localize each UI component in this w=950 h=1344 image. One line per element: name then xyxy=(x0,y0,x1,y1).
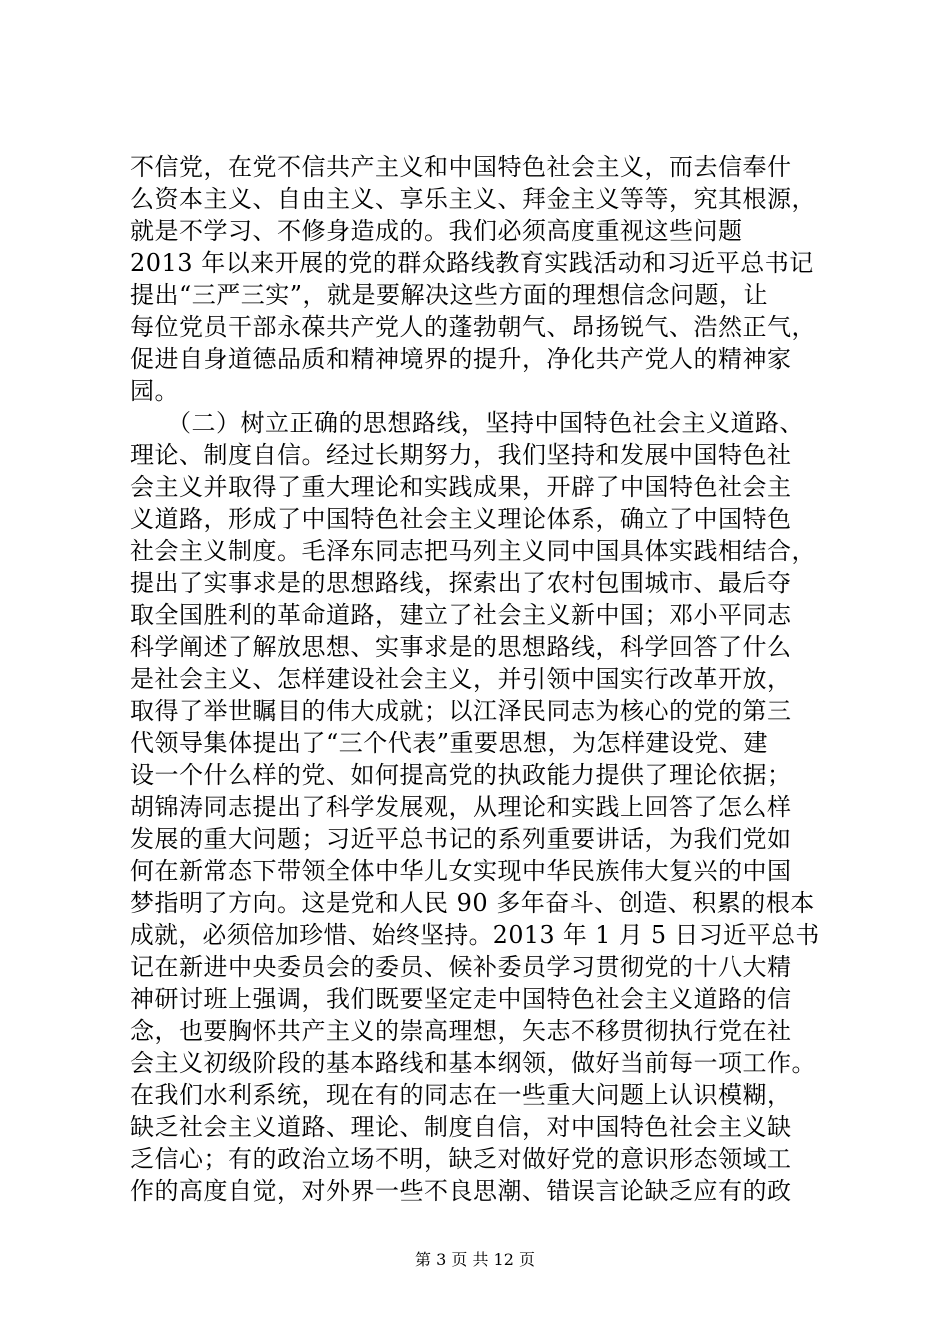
text-line: 会主义并取得了重大理论和实践成果，开辟了中国特色社会主 xyxy=(130,473,792,501)
text-line: 就是不学习、不修身造成的。我们必须高度重视这些问题 xyxy=(130,217,743,245)
text-line: 2013 年以来开展的党的群众路线教育实践活动和习近平总书记 xyxy=(130,249,814,277)
text-line: 是社会主义、怎样建设社会主义，并引领中国实行改革开放， xyxy=(130,665,792,693)
text-line: 义道路，形成了中国特色社会主义理论体系，确立了中国特色 xyxy=(130,505,792,533)
text-line: 科学阐述了解放思想、实事求是的思想路线，科学回答了什么 xyxy=(130,633,792,661)
text-line: 成就，必须倍加珍惜、始终坚持。2013 年 1 月 5 日习近平总书 xyxy=(130,921,820,949)
text-line: 么资本主义、自由主义、享乐主义、拜金主义等等，究其根源， xyxy=(130,185,816,213)
text-line: 代领导集体提出了“三个代表”重要思想，为怎样建设党、建 xyxy=(130,729,769,757)
text-line: 提出了实事求是的思想路线，探索出了农村包围城市、最后夺 xyxy=(130,569,792,597)
text-line: 作的高度自觉，对外界一些不良思潮、错误言论缺乏应有的政 xyxy=(130,1177,792,1205)
text-line: 会主义初级阶段的基本路线和基本纲领，做好当前每一项工作。 xyxy=(130,1049,816,1077)
text-line: 理论、制度自信。经过长期努力，我们坚持和发展中国特色社 xyxy=(130,441,792,469)
text-line: 记在新进中央委员会的委员、候补委员学习贯彻党的十八大精 xyxy=(130,953,792,981)
text-line: 园。 xyxy=(130,377,179,405)
text-line: 每位党员干部永葆共产党人的蓬勃朝气、昂扬锐气、浩然正气， xyxy=(130,313,816,341)
text-line: 设一个什么样的党、如何提高党的执政能力提供了理论依据； xyxy=(130,761,792,789)
text-line: 胡锦涛同志提出了科学发展观，从理论和实践上回答了怎么样 xyxy=(130,793,792,821)
page-footer: 第 3 页 共 12 页 xyxy=(415,1250,535,1269)
text-line: （二）树立正确的思想路线，坚持中国特色社会主义道路、 xyxy=(130,409,804,437)
text-line: 发展的重大问题；习近平总书记的系列重要讲话，为我们党如 xyxy=(130,825,792,853)
text-line: 不信党，在党不信共产主义和中国特色社会主义，而去信奉什 xyxy=(130,153,792,181)
text-line: 梦指明了方向。这是党和人民 90 多年奋斗、创造、积累的根本 xyxy=(130,889,815,917)
text-line: 提出“三严三实”，就是要解决这些方面的理想信念问题，让 xyxy=(130,281,769,309)
text-line: 念，也要胸怀共产主义的崇高理想，矢志不移贯彻执行党在社 xyxy=(130,1017,792,1045)
text-line: 乏信心；有的政治立场不明，缺乏对做好党的意识形态领域工 xyxy=(130,1145,792,1173)
text-line: 取得了举世瞩目的伟大成就；以江泽民同志为核心的党的第三 xyxy=(130,697,792,725)
text-line: 何在新常态下带领全体中华儿女实现中华民族伟大复兴的中国 xyxy=(130,857,792,885)
text-line: 在我们水利系统，现在有的同志在一些重大问题上认识模糊， xyxy=(130,1081,792,1109)
text-line: 促进自身道德品质和精神境界的提升，净化共产党人的精神家 xyxy=(130,345,792,373)
text-line: 神研讨班上强调，我们既要坚定走中国特色社会主义道路的信 xyxy=(130,985,792,1013)
text-line: 缺乏社会主义道路、理论、制度自信，对中国特色社会主义缺 xyxy=(130,1113,792,1141)
text-line: 取全国胜利的革命道路，建立了社会主义新中国；邓小平同志 xyxy=(130,601,792,629)
text-line: 社会主义制度。毛泽东同志把马列主义同中国具体实践相结合， xyxy=(130,537,816,565)
body-text xyxy=(130,151,820,1207)
